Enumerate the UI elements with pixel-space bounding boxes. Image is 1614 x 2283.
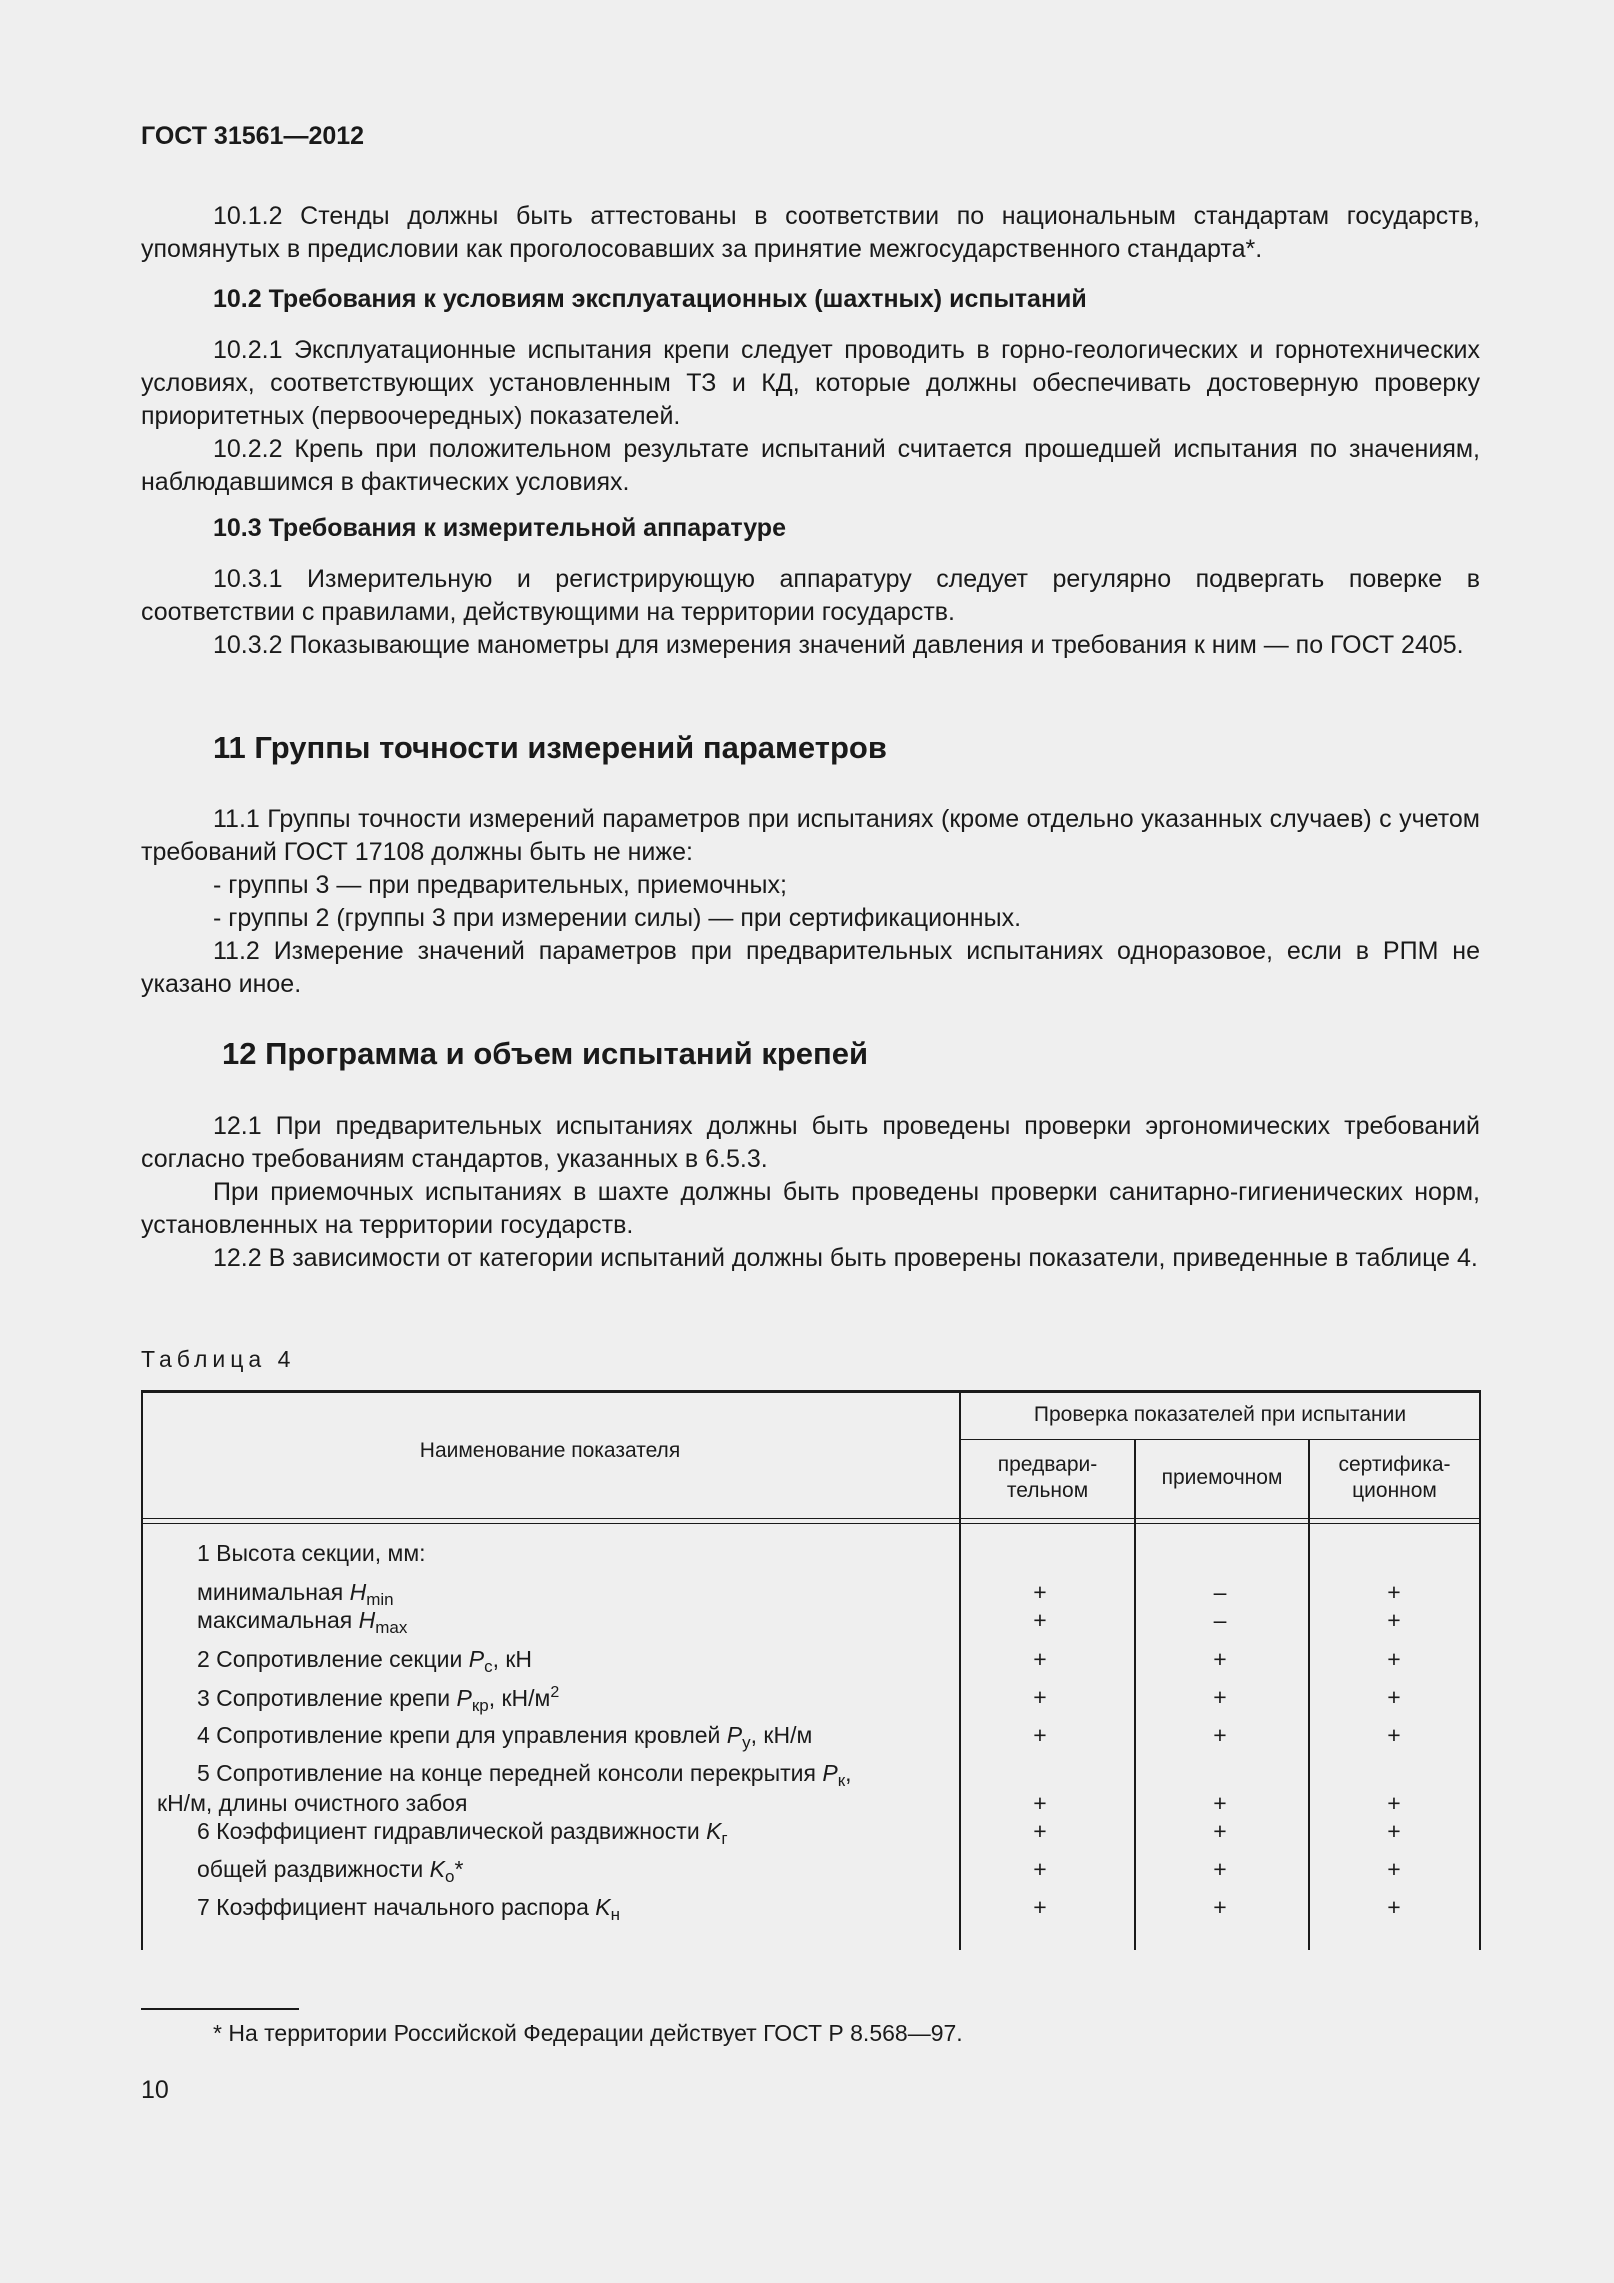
table-cell-mark: +: [1033, 1607, 1047, 1633]
table-cell-mark: +: [1213, 1818, 1227, 1844]
table-cell-mark: +: [1213, 1856, 1227, 1882]
table-row-label: 6 Коэффициент гидравлической раздвижности $K_г$: [197, 1818, 728, 1848]
paragraph-10-2-1: 10.2.1 Эксплуатационные испытания крепи следует проводить в горно-геологических и горнотехнических условиях, соответствующих установленным ТЗ и КД, которые должны обеспечивать достоверную проверку приоритетных (первоочередных) показателей.: [141, 336, 1480, 430]
list-item-group-3: - группы 3 — при предварительных, приемочных;: [213, 871, 787, 899]
table-cell-mark: +: [1387, 1790, 1401, 1816]
table-row-label: общей раздвижности $K_о*$: [197, 1856, 464, 1886]
heading-11: 11 Группы точности измерений параметров: [213, 730, 887, 765]
header-rule-1: [141, 1518, 1481, 1519]
footnote: * На территории Российской Федерации действует ГОСТ Р 8.568—97.: [213, 2020, 963, 2046]
table-cell-mark: +: [1033, 1722, 1047, 1748]
header-rule-2: [141, 1523, 1481, 1524]
table-caption: Таблица 4: [141, 1346, 296, 1372]
table-row-label: максимальная $H_{max}$: [197, 1607, 408, 1637]
table-cell-mark: +: [1387, 1894, 1401, 1920]
table-right-border: [1479, 1390, 1481, 1950]
table-cell-mark: –: [1213, 1579, 1227, 1605]
table-row-label: 1 Высота секции, мм:: [197, 1540, 426, 1566]
table-cell-mark: +: [1387, 1722, 1401, 1748]
table-row-label: 3 Сопротивление крепи $P_{кр}$, $кН/м^2$: [197, 1684, 560, 1715]
table-cell-mark: +: [1213, 1722, 1227, 1748]
table-row-label: 2 Сопротивление секции $P_с$, кН: [197, 1646, 533, 1676]
table-cell-mark: +: [1387, 1856, 1401, 1882]
table-row-label: минимальная $H_{min}$: [197, 1579, 394, 1609]
column-header-preliminary: предвари- тельном: [997, 1453, 1098, 1502]
table-cell-mark: +: [1213, 1894, 1227, 1920]
table-cell-mark: –: [1213, 1607, 1227, 1633]
paragraph-12-1-b: При приемочных испытаниях в шахте должны быть проведены проверки санитарно-гигиенических норм, установленных на территории государств.: [141, 1178, 1480, 1239]
table-row-label-continued: кН/м, длины очистного забоя: [157, 1790, 468, 1816]
paragraph-11-1: 11.1 Группы точности измерений параметров при испытаниях (кроме отдельно указанных случаев) с учетом требований ГОСТ 17108 должны быть не ниже:: [141, 805, 1480, 866]
table-cell-mark: +: [1387, 1684, 1401, 1710]
table-cell-mark: +: [1213, 1646, 1227, 1672]
table-cell-mark: +: [1387, 1607, 1401, 1633]
col-divider-a: [959, 1522, 961, 1950]
page-number: 10: [141, 2076, 169, 2104]
table-top-border: [141, 1390, 1481, 1393]
paragraph-10-3-1: 10.3.1 Измерительную и регистрирующую аппаратуру следует регулярно подвергать поверке в соответствии с правилами, действующими на территории государств.: [141, 565, 1480, 626]
table-row-label: 5 Сопротивление на конце передней консоли перекрытия $P_к$,: [197, 1760, 852, 1790]
paragraph-10-1-2: 10.1.2 Стенды должны быть аттестованы в соответствии по национальным стандартам государств, упомянутых в предисловии как проголосовавших за принятие межгосударственного стандарта*.: [141, 202, 1480, 263]
column-header-certification: сертифика- ционном: [1338, 1453, 1451, 1502]
document-header: ГОСТ 31561—2012: [141, 122, 365, 150]
table-cell-mark: +: [1213, 1790, 1227, 1816]
table-cell-mark: +: [1387, 1818, 1401, 1844]
paragraph-10-3-2: 10.3.2 Показывающие манометры для измерения значений давления и требования к ним — по ГОСТ 2405.: [213, 631, 1464, 659]
heading-10-3: 10.3 Требования к измерительной аппаратуре: [213, 514, 786, 542]
table-cell-mark: +: [1033, 1684, 1047, 1710]
table-cell-mark: +: [1033, 1818, 1047, 1844]
column-header-name: Наименование показателя: [419, 1439, 681, 1462]
column-header-acceptance: приемочном: [1161, 1466, 1283, 1489]
section-10-1-2: [141, 200, 1480, 266]
col-divider-b: [1134, 1439, 1136, 1950]
table-cell-mark: +: [1033, 1579, 1047, 1605]
paragraph-10-2-2: 10.2.2 Крепь при положительном результате испытаний считается прошедшей испытания по значениям, наблюдавшимся в фактических условиях.: [141, 435, 1480, 496]
table-cell-mark: +: [1033, 1646, 1047, 1672]
table-cell-mark: +: [1033, 1894, 1047, 1920]
table-cell-mark: +: [1387, 1646, 1401, 1672]
table-cell-mark: +: [1213, 1684, 1227, 1710]
section-10-3: [141, 563, 1480, 662]
paragraph-11-2: 11.2 Измерение значений параметров при предварительных испытаниях одноразовое, если в РПМ не указано иное.: [141, 937, 1480, 998]
paragraph-12-1: 12.1 При предварительных испытаниях должны быть проведены проверки эргономических требований согласно требованиям стандартов, указанных в 6.5.3.: [141, 1112, 1480, 1173]
table-cell-mark: +: [1387, 1579, 1401, 1605]
col-divider-c: [1308, 1439, 1310, 1950]
table-row-label: 4 Сопротивление крепи для управления кровлей $P_у$, кН/м: [197, 1722, 813, 1752]
table-cell-mark: +: [1033, 1856, 1047, 1882]
table-cell-mark: +: [1033, 1790, 1047, 1816]
paragraph-12-2: 12.2 В зависимости от категории испытаний должны быть проверены показатели, приведенные в таблице 4.: [213, 1244, 1478, 1272]
list-item-group-2: - группы 2 (группы 3 при измерении силы) — при сертификационных.: [213, 904, 1022, 932]
heading-12: 12 Программа и объем испытаний крепей: [222, 1036, 869, 1071]
column-header-group: Проверка показателей при испытании: [1033, 1403, 1407, 1426]
section-12: [141, 1110, 1480, 1275]
table-left-border: [141, 1390, 143, 1950]
table-4: [141, 1390, 1481, 1950]
heading-10-2: 10.2 Требования к условиям эксплуатационных (шахтных) испытаний: [213, 285, 1087, 313]
table-row-label: 7 Коэффициент начального распора $K_н$: [197, 1894, 621, 1924]
footnote-separator: [141, 2008, 299, 2010]
header-divider-group: [959, 1439, 1481, 1440]
section-11: [141, 803, 1480, 1001]
section-10-2: [141, 334, 1480, 499]
